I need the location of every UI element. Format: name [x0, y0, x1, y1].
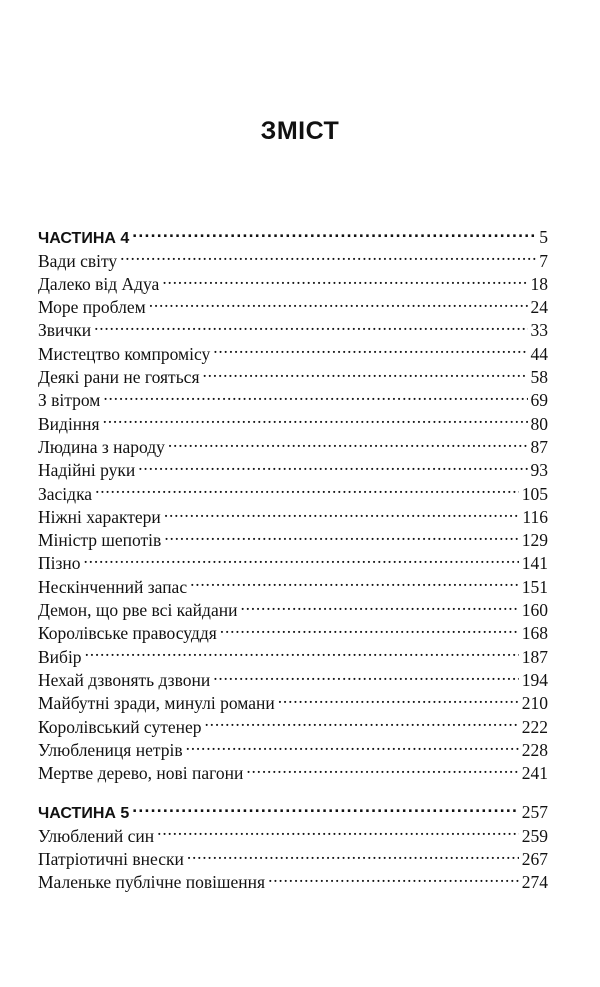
toc-entry	[38, 569, 548, 597]
chapter-title: Звички	[38, 320, 92, 341]
toc-entry	[38, 406, 548, 434]
toc-entry	[38, 313, 548, 341]
chapter-list	[38, 243, 548, 784]
toc-entry	[38, 500, 548, 527]
chapter-title: Засідка	[38, 483, 93, 504]
dot-leader	[186, 733, 519, 756]
page-number: 33	[530, 320, 548, 341]
page-number: 87	[530, 436, 548, 457]
page-number: 187	[521, 646, 548, 667]
dot-leader	[132, 220, 536, 243]
dot-leader	[164, 523, 518, 546]
chapter-title: Нескінченний запас	[38, 576, 188, 597]
part-label: ЧАСТИНА 4	[38, 230, 130, 248]
page-number: 24	[530, 297, 548, 318]
page-title: ЗМІСТ	[260, 117, 340, 145]
dot-leader	[187, 842, 519, 865]
chapter-title: Ніжні характери	[38, 506, 161, 527]
dot-leader	[164, 500, 520, 523]
page-number: 168	[521, 623, 548, 644]
chapter-title: Нехай дзвонять дзвони	[38, 669, 211, 690]
dot-leader	[120, 243, 536, 266]
chapter-title: Патріотичні внески	[38, 849, 184, 870]
dot-leader	[278, 686, 519, 709]
dot-leader	[103, 406, 528, 429]
dot-leader	[268, 865, 519, 888]
page-number: 69	[530, 390, 548, 411]
page-number: 44	[530, 343, 548, 364]
page-number: 259	[521, 825, 548, 846]
page-number: 228	[521, 739, 548, 760]
dot-leader	[213, 336, 527, 359]
toc-part-heading	[38, 795, 548, 823]
page-number: 93	[530, 460, 548, 481]
page-number: 222	[521, 716, 548, 737]
chapter-title: Вибір	[38, 646, 82, 667]
dot-leader	[149, 290, 528, 313]
dot-leader	[95, 476, 519, 499]
page-number: 210	[521, 693, 548, 714]
dot-leader	[85, 639, 519, 662]
chapter-list	[38, 818, 548, 893]
page-number: 141	[521, 553, 548, 574]
chapter-title: Мертве дерево, нові пагони	[38, 763, 244, 784]
chapter-title: Видіння	[38, 413, 100, 434]
page-number: 116	[522, 506, 548, 527]
toc-entry	[38, 336, 548, 364]
page-number: 105	[521, 483, 548, 504]
chapter-title: Улюблениця нетрів	[38, 739, 183, 760]
page-number: 151	[521, 576, 548, 597]
dot-leader	[94, 313, 527, 336]
toc-entry	[38, 383, 548, 411]
dot-leader	[132, 795, 518, 818]
dot-leader	[203, 360, 528, 383]
chapter-title: З вітром	[38, 390, 101, 411]
dot-leader	[168, 430, 528, 453]
chapter-title: Королівський сутенер	[38, 716, 202, 737]
chapter-title: Демон, що рве всі кайдани	[38, 600, 238, 621]
chapter-title: Майбутні зради, минулі романи	[38, 693, 275, 714]
chapter-title: Вади світу	[38, 250, 118, 271]
toc-part-heading	[38, 220, 548, 248]
page-number: 257	[521, 802, 548, 823]
chapter-title: Деякі рани не гояться	[38, 367, 200, 388]
dot-leader	[138, 453, 527, 476]
page-number: 241	[521, 763, 548, 784]
page-number: 267	[521, 849, 548, 870]
page-number: 274	[521, 872, 548, 893]
chapter-title: Море проблем	[38, 297, 146, 318]
chapter-title: Королівське правосуддя	[38, 623, 217, 644]
toc-entry	[38, 430, 548, 457]
page-number: 129	[521, 530, 548, 551]
toc-entry	[38, 639, 548, 667]
toc-entry	[38, 546, 548, 574]
part-label: ЧАСТИНА 5	[38, 805, 130, 823]
dot-leader	[213, 663, 519, 686]
dot-leader	[220, 616, 519, 639]
chapter-title: Міністр шепотів	[38, 530, 162, 551]
dot-leader	[190, 569, 519, 592]
chapter-title: Улюблений син	[38, 825, 155, 846]
page-number: 5	[539, 227, 548, 248]
chapter-title: Мистецтво компромісу	[38, 343, 211, 364]
chapter-title: Далеко від Адуа	[38, 273, 160, 294]
page-number: 194	[521, 669, 548, 690]
table-of-contents	[38, 220, 548, 893]
toc-entry	[38, 663, 548, 690]
page-number: 160	[521, 600, 548, 621]
chapter-title: Людина з народу	[38, 436, 165, 457]
page-number: 7	[539, 250, 548, 271]
dot-leader	[157, 818, 519, 841]
dot-leader	[240, 593, 518, 616]
chapter-title: Маленьке публічне повішення	[38, 872, 266, 893]
page-number: 18	[530, 273, 548, 294]
toc-entry	[38, 476, 548, 504]
dot-leader	[84, 546, 519, 569]
dot-leader	[246, 756, 518, 779]
page-number: 58	[530, 367, 548, 388]
dot-leader	[162, 267, 527, 290]
page-number: 80	[530, 413, 548, 434]
chapter-title: Надійні руки	[38, 460, 136, 481]
dot-leader	[205, 709, 519, 732]
dot-leader	[103, 383, 527, 406]
chapter-title: Пізно	[38, 553, 81, 574]
